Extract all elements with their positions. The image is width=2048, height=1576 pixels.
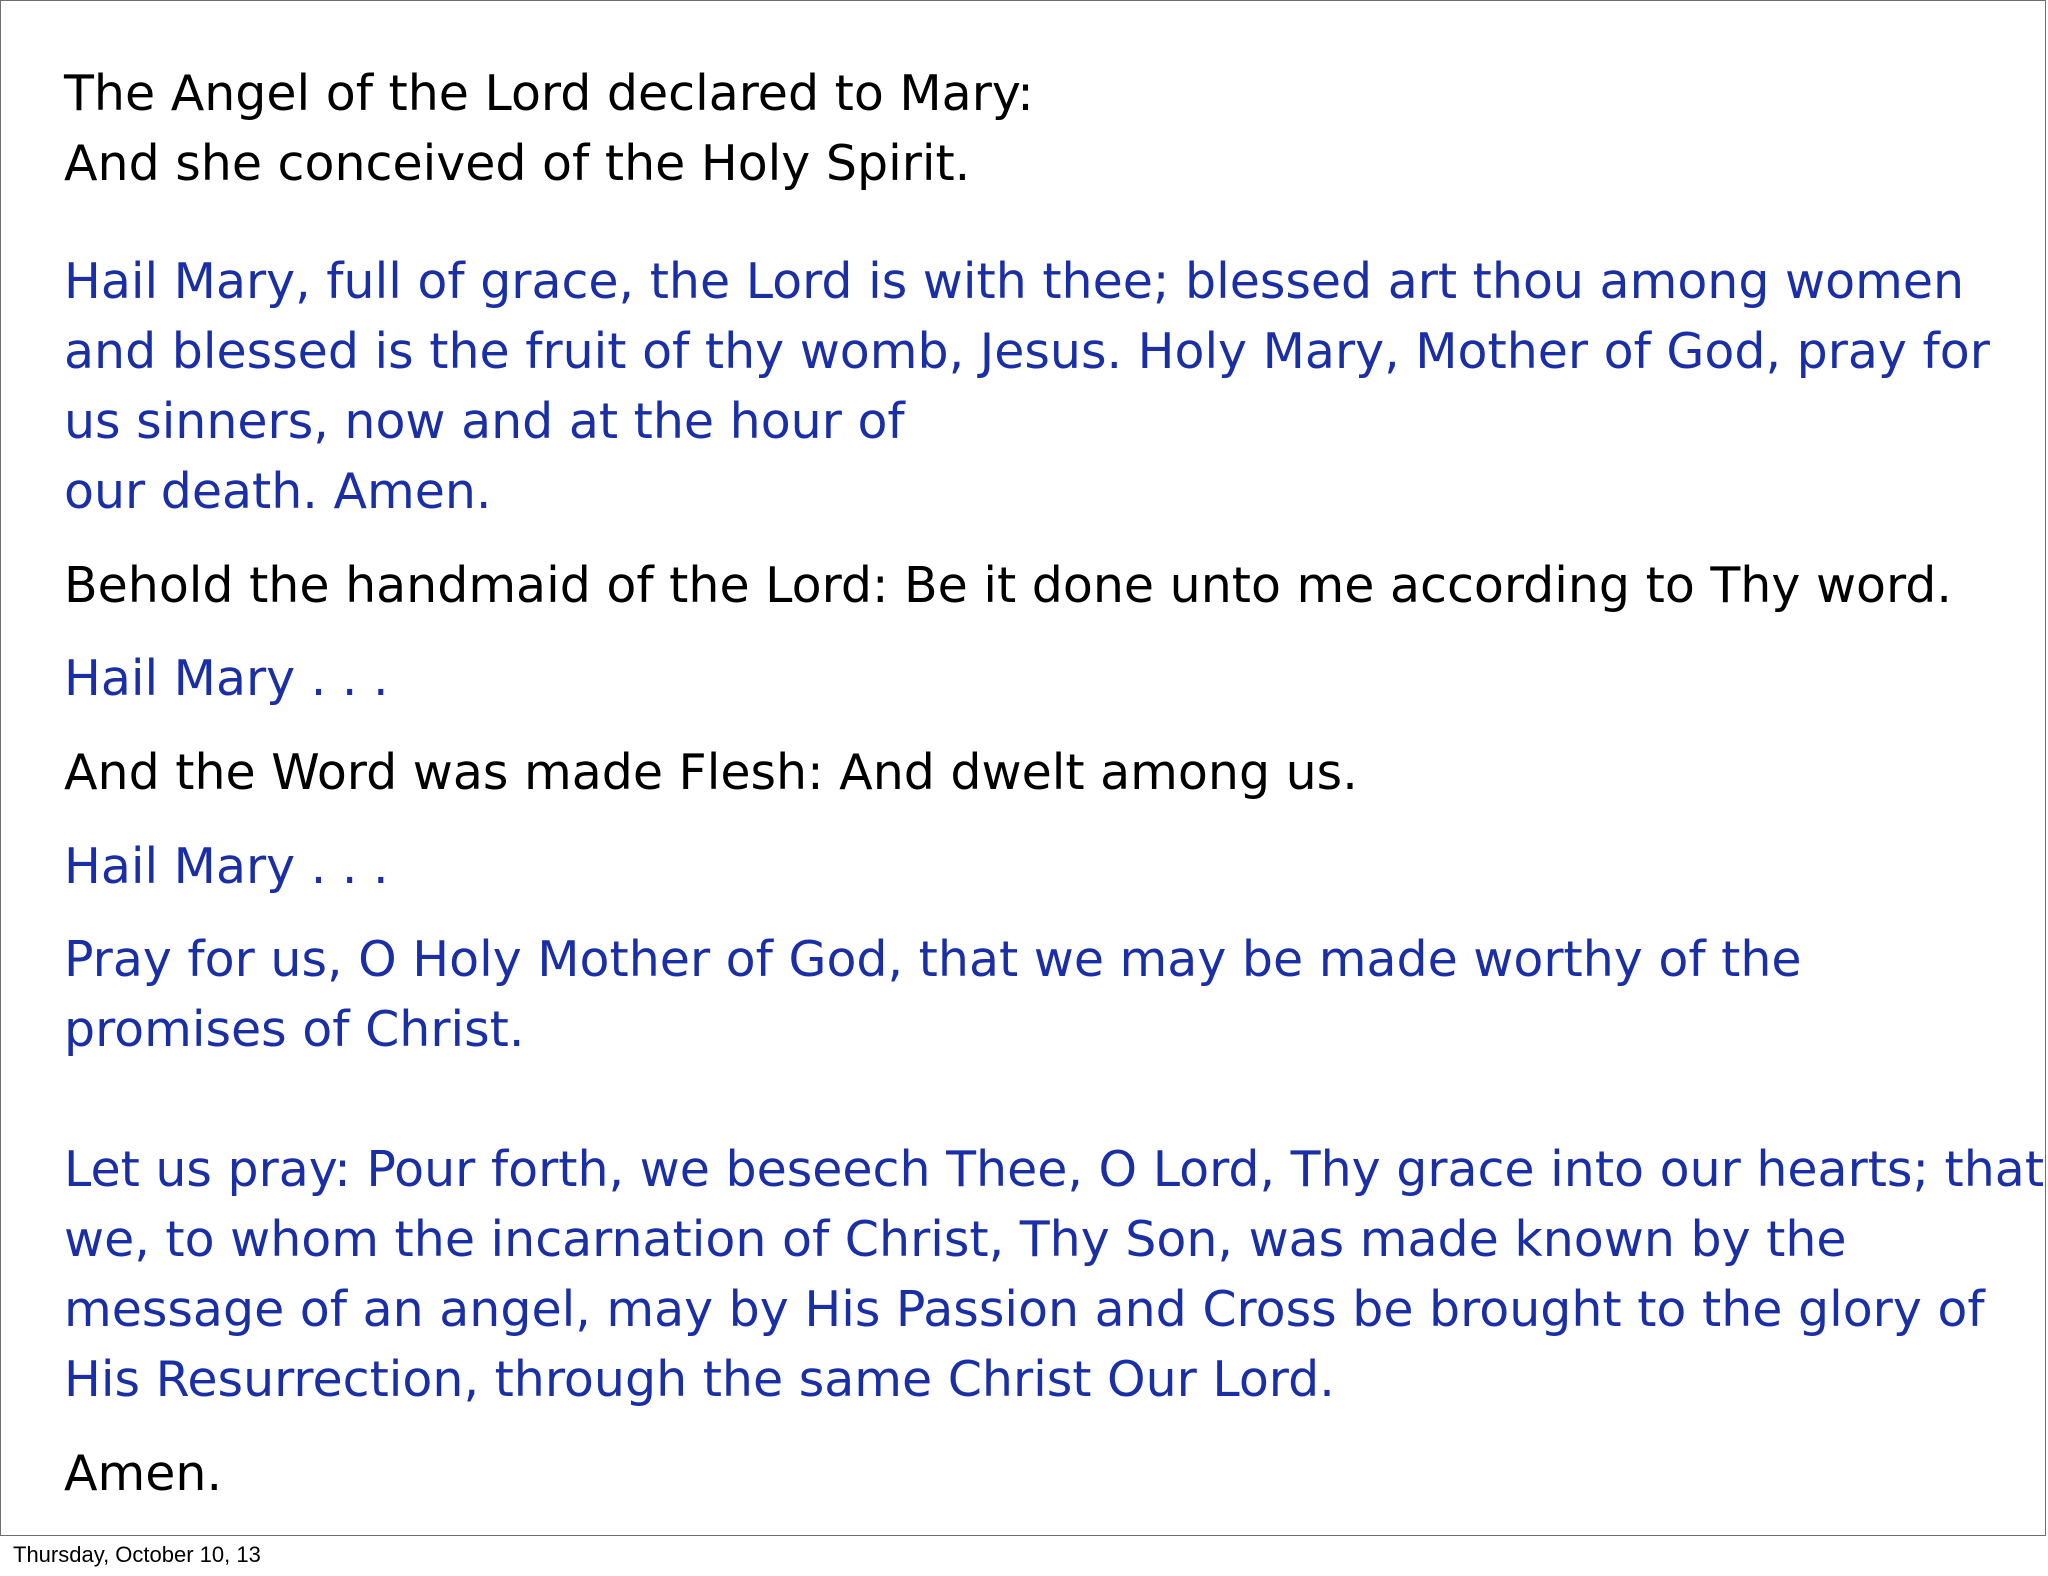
let-us-pray-line: Let us pray: Pour forth, we beseech Thee, O Lord, Thy grace into our hearts; that: [64, 1141, 2045, 1198]
hail-mary-line: us sinners, now and at the hour of: [64, 393, 905, 450]
pray-for-us-line: Pray for us, O Holy Mother of God, that we may be made worthy of the: [64, 931, 1802, 988]
pray-for-us-line: promises of Christ.: [64, 1001, 525, 1058]
hail-mary-short: Hail Mary . . .: [64, 838, 389, 895]
let-us-pray-line: we, to whom the incarnation of Christ, Thy Son, was made known by the: [64, 1211, 1847, 1268]
hail-mary-short: Hail Mary . . .: [64, 650, 389, 707]
amen-line: Amen.: [64, 1445, 223, 1502]
versicle-line: And she conceived of the Holy Spirit.: [64, 135, 971, 192]
versicle-line: The Angel of the Lord declared to Mary:: [64, 65, 1034, 122]
hail-mary-line: Hail Mary, full of grace, the Lord is with thee; blessed art thou among women: [64, 253, 1965, 310]
versicle-line: Behold the handmaid of the Lord: Be it done unto me according to Thy word.: [64, 557, 1952, 614]
footer-date: Thursday, October 10, 13: [13, 1542, 261, 1567]
let-us-pray-line: message of an angel, may by His Passion and Cross be brought to the glory of: [64, 1281, 1985, 1338]
let-us-pray-line: His Resurrection, through the same Christ Our Lord.: [64, 1351, 1335, 1408]
hail-mary-line: our death. Amen.: [64, 463, 492, 520]
versicle-line: And the Word was made Flesh: And dwelt among us.: [64, 744, 1358, 801]
hail-mary-line: and blessed is the fruit of thy womb, Jesus. Holy Mary, Mother of God, pray for: [64, 323, 1990, 380]
